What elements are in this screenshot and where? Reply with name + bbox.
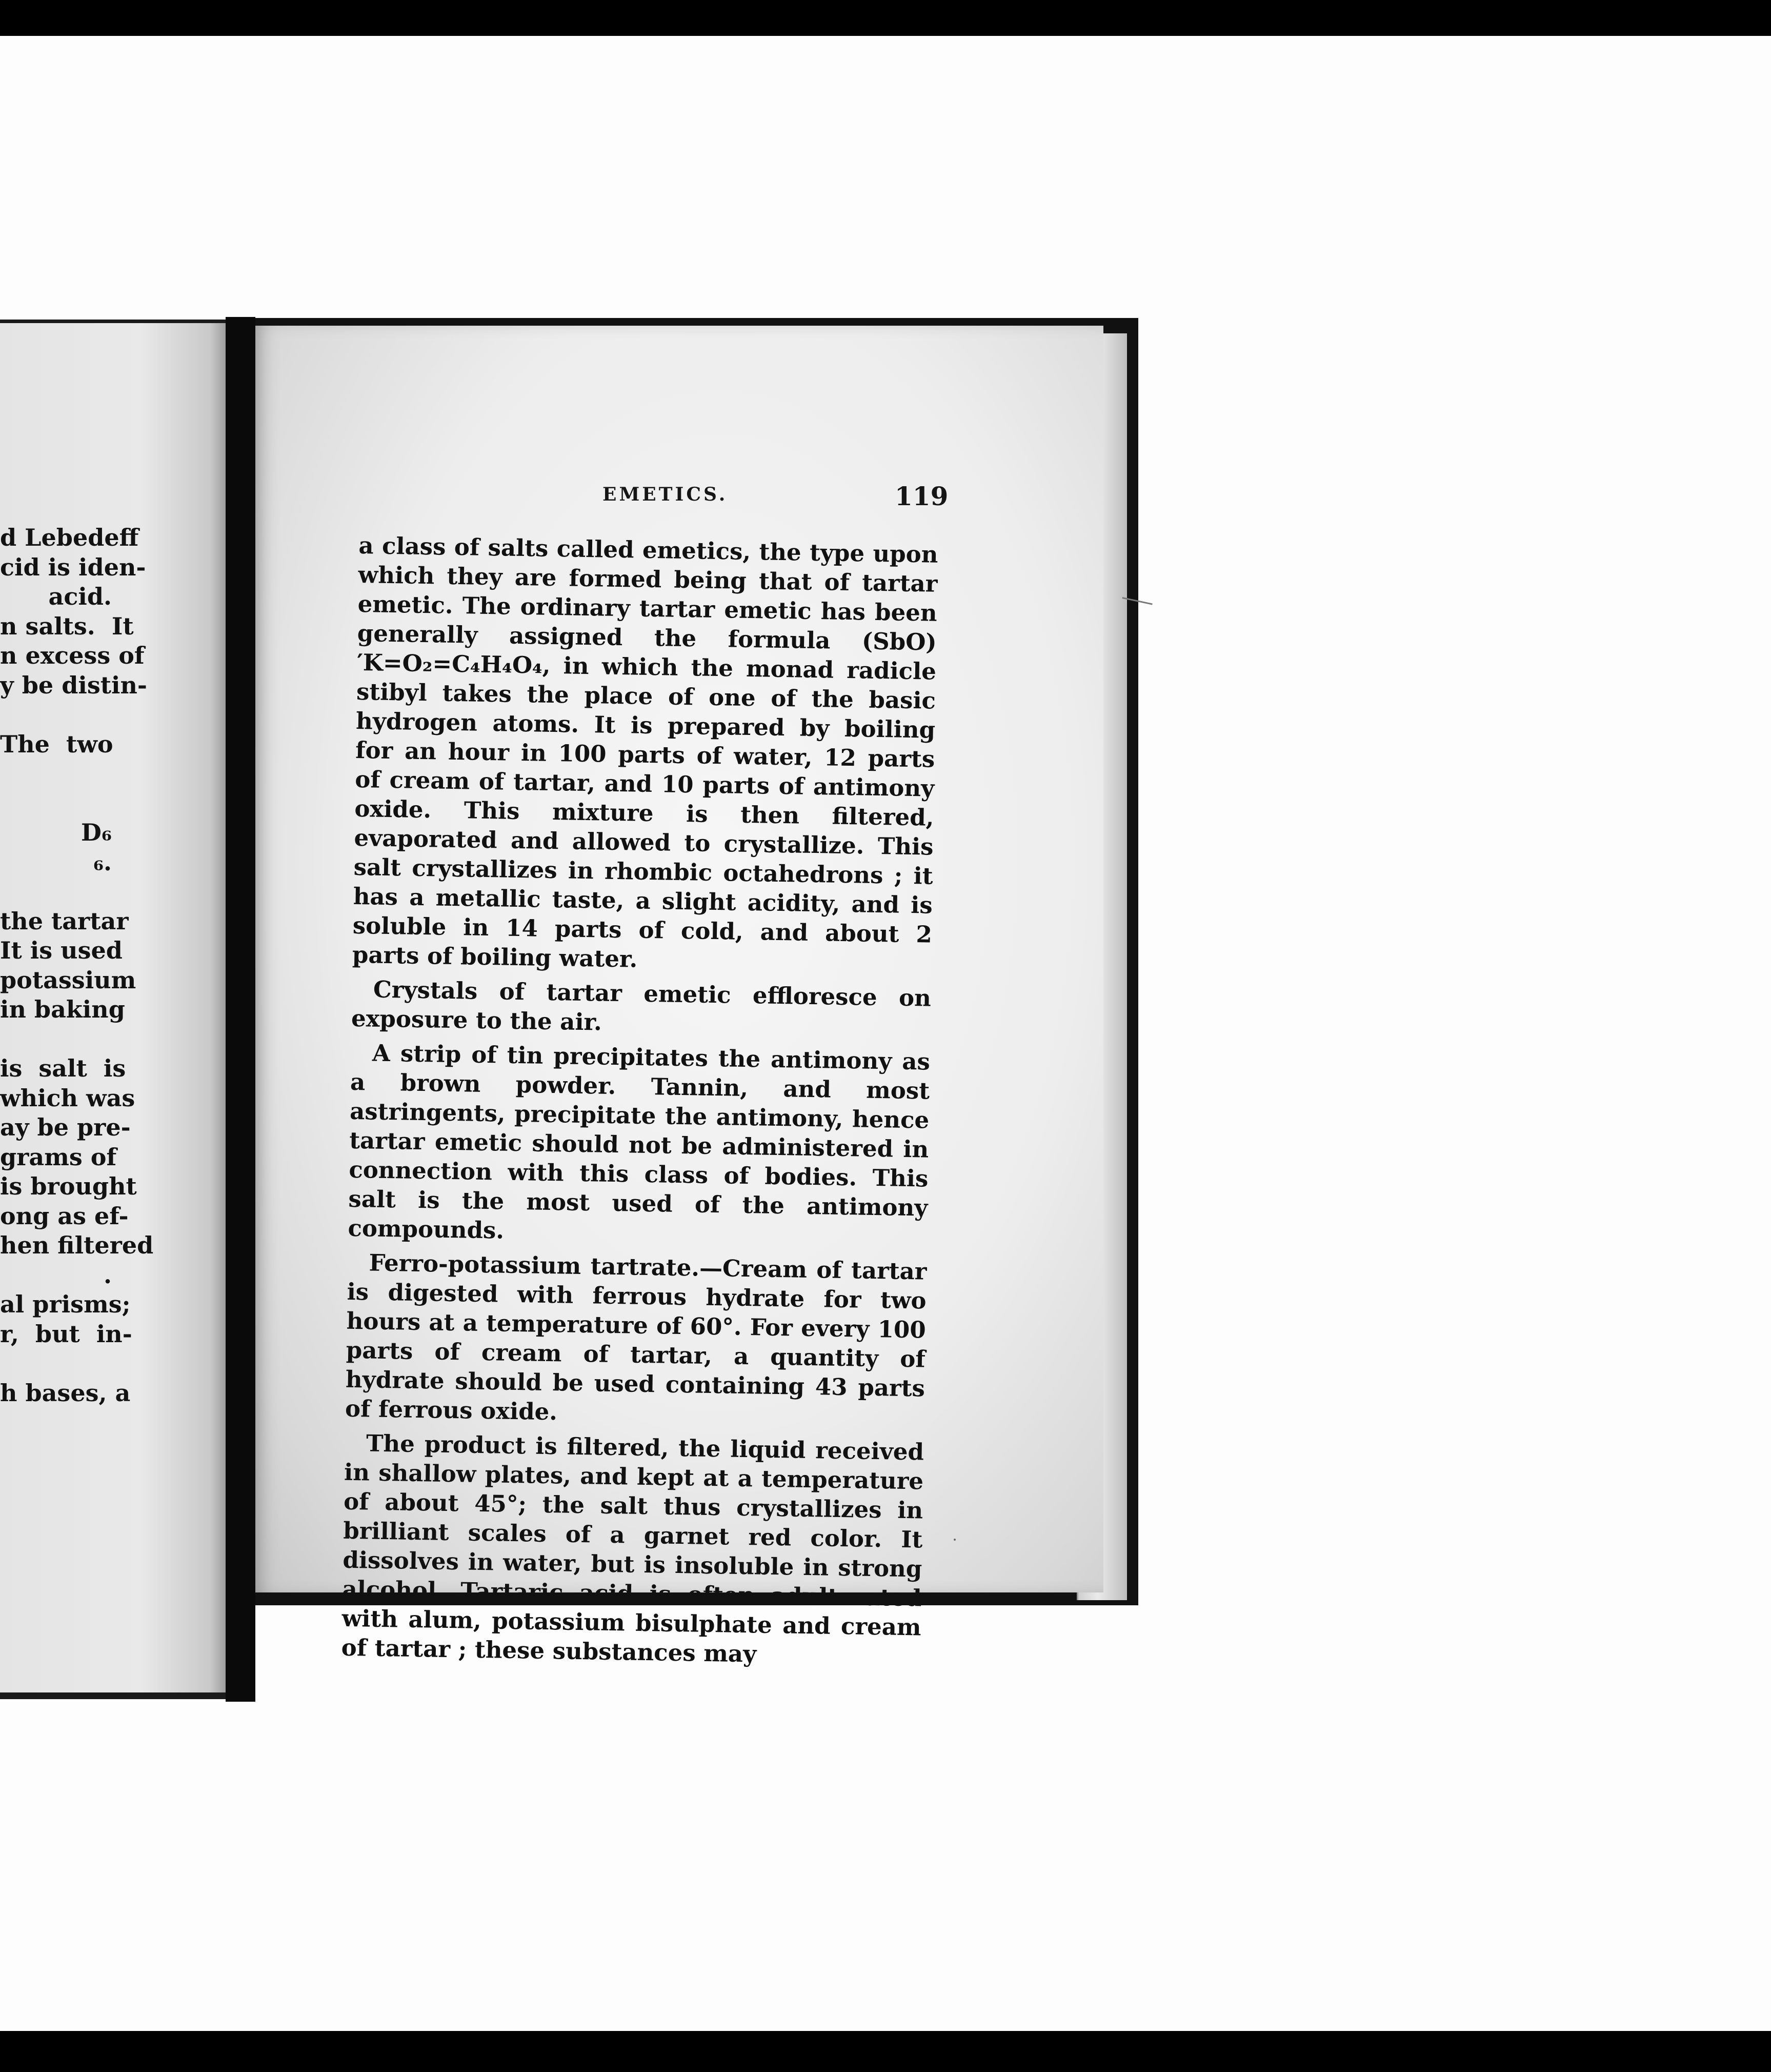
body-text: [341, 531, 938, 1676]
left-line-fragment: ong as ef-: [0, 1202, 129, 1230]
left-line-fragment: potassium: [0, 966, 136, 994]
left-line-fragment: hen filtered: [0, 1231, 154, 1259]
paragraph: Ferro-potassium tartrate.—Cream of tartar is digested with ferrous hydrate for two hours at a temperature of 60°. For every 100 parts of cream of tartar, a quantity of hydrate should be used containing 43 parts of ferrous oxide.: [345, 1249, 927, 1426]
left-line-fragment: r, but in-: [0, 1320, 132, 1348]
left-line-fragment: [0, 700, 112, 730]
scan-speck: [954, 1539, 956, 1541]
left-line-fragment: n excess of: [0, 642, 145, 669]
left-line-fragment: D₆: [80, 819, 112, 846]
left-line-fragment: which was: [0, 1084, 135, 1112]
left-line-fragment: d Lebedeff: [0, 524, 139, 551]
left-line-fragment: The two: [0, 730, 113, 758]
paragraph: a class of salts called emetics, the type upon which they are formed being that of tartar emetic. The ordinary tartar emetic has been generally assigned the formula (SbO)′K=O₂=C₄H₄O₄, in which the monad radicle stibyl takes the place of one of the basic hydrogen atoms. It is prepared by boiling for an hour in 100 parts of water, 12 parts of cream of tartar, and 10 parts of antimony oxide. This mixture is then filtered, evaporated and allowed to crystallize. This salt crystallizes in rhombic octahedrons ; it has a metallic taste, a slight acidity, and is soluble in 14 parts of cold, and about 2 parts of boiling water.: [352, 531, 938, 973]
left-line-fragment: [0, 1025, 112, 1054]
book-spine: [226, 317, 255, 1702]
paragraph: Crystals of tartar emetic effloresce on exposure to the air.: [351, 975, 932, 1036]
left-line-fragment: ₆.: [93, 848, 112, 876]
left-line-fragment: [0, 759, 112, 789]
left-line-fragment: al prisms;: [0, 1290, 131, 1318]
left-line-fragment: [0, 789, 112, 819]
left-line-fragment: h bases, a: [0, 1379, 131, 1407]
left-line-fragment: is brought: [0, 1172, 137, 1200]
left-line-fragment: .: [103, 1261, 112, 1289]
left-line-fragment: the tartar: [0, 907, 129, 935]
left-line-fragment: [0, 1349, 112, 1379]
left-line-fragment: cid is iden-: [0, 553, 146, 581]
left-line-fragment: n salts. It: [0, 612, 134, 640]
left-line-fragment: It is used: [0, 937, 123, 964]
left-line-fragment: in baking: [0, 995, 125, 1023]
running-head: EMETICS.: [602, 484, 728, 505]
left-line-fragment: ay be pre-: [0, 1113, 131, 1141]
left-line-fragment: grams of: [0, 1143, 117, 1171]
left-line-fragment: acid.: [48, 583, 112, 610]
page-number: 119: [895, 481, 949, 511]
paragraph: A strip of tin precipitates the antimony as a brown powder. Tannin, and most astringents, precipitate the antimony, hence tartar emetic should not be administered in connection with this class of bodies. This salt is the most used of the antimony compounds.: [348, 1039, 931, 1244]
left-line-fragment: y be distin-: [0, 671, 147, 699]
paragraph: The product is filtered, the liquid received in shallow plates, and kept at a temperature of about 45°; the salt thus crystallizes in brilliant scales of a garnet red color. It dissolves in water, but is insoluble in strong alcohol. Tartaric acid is often adulterated with alum, potassium bisulphate and cream of tartar ; these substances may: [341, 1429, 924, 1668]
left-line-fragment: is salt is: [0, 1054, 126, 1082]
left-page-text: [0, 523, 154, 1408]
left-line-fragment: [0, 877, 112, 907]
